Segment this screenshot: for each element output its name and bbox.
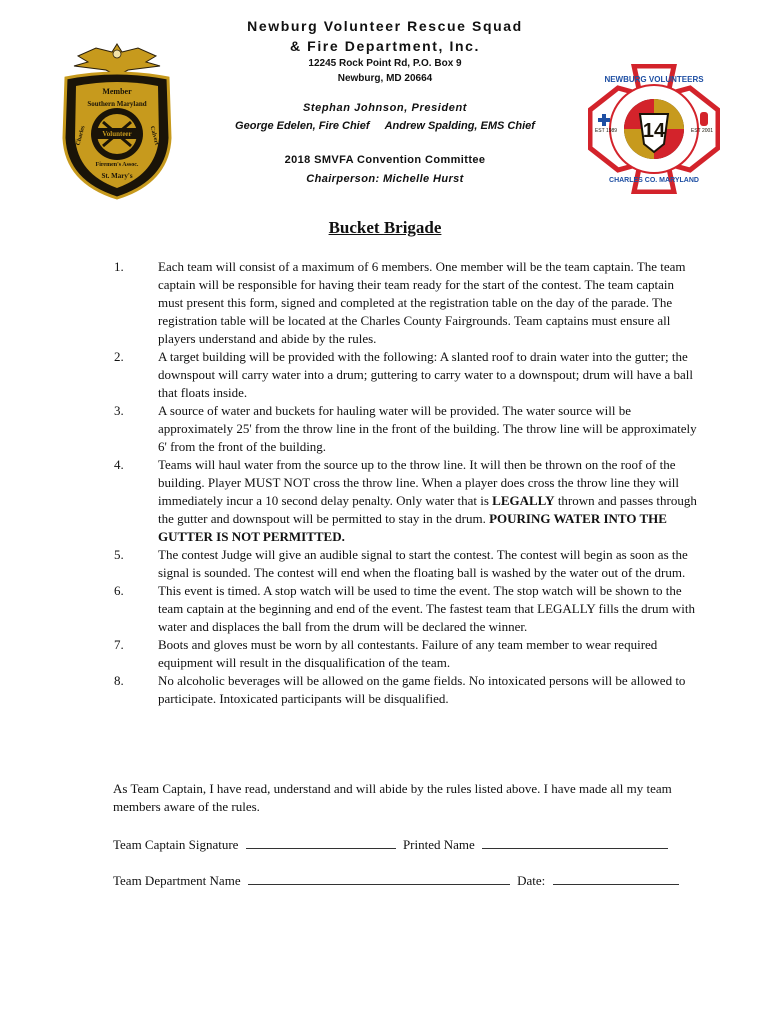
chairperson-line: Chairperson: Michelle Hurst [306,173,464,185]
badge-bottom-arc-text: Firemen's Assoc. [95,162,139,168]
captain-signature-label: Team Captain Signature [113,837,239,852]
department-label: Team Department Name [113,873,241,888]
rule-item [0,456,698,546]
rule-text: Boots and gloves must be worn by all contestants. Failure of any team member to wear required equipment will result in the disqualification of the team. [158,637,658,670]
address-line2: Newburg, MD 20664 [337,73,433,84]
rule-text: thrown and passes through the gutter and downspout will be permitted to stay in the drum. [158,493,697,526]
cross-bottom-text: CHARLES CO. MARYLAND [609,177,699,184]
rule-text: No alcoholic beverages will be allowed on the game fields. No intoxicated persons will be allowed to participate. Intoxicated participants will be disqualified. [158,673,686,706]
signature-row [113,835,672,853]
hydrant-icon [700,112,708,126]
captain-signature-field[interactable] [246,835,396,849]
document-title: Bucket Brigade [328,218,442,237]
rule-text: A source of water and buckets for hauling water will be provided. The water source will be approximately 25' from the throw line in the front of the building. The throw line will be approximately 6' from the front of the building. [158,403,697,454]
org-name-line1: Newburg Volunteer Rescue Squad [247,18,523,34]
rule-text: This event is timed. A stop watch will be used to time the event. The stop watch will be shown to the team captain at the beginning and end of the event. The fastest team that LEGALLY fills the drum with water and displaces the ball from the drum will be declared the winner. [158,583,695,634]
badge-arc-text: Southern Maryland [87,100,147,108]
rules-list [0,258,770,708]
org-name-line2: & Fire Department, Inc. [289,38,481,54]
rule-emphasis-text: POURING WATER INTO THE GUTTER IS NOT PERMITTED. [158,511,667,544]
rule-text: The contest Judge will give an audible signal to start the contest. The contest will begin as soon as the signal is sounded. The contest will end when the floating ball is washed by the water out of the drum. [158,547,688,580]
est-left-text: EST 1989 [594,128,618,134]
rule-number: 2. [114,349,124,364]
rule-item [0,636,698,672]
rule-number: 6. [114,583,124,598]
rule-item [0,546,698,582]
badge-bottom-text: St. Mary's [101,172,133,180]
cross-top-text: NEWBURG VOLUNTEERS [604,75,704,84]
badge-center-text: Volunteer [102,130,132,138]
est-right-text: EST 2001 [690,128,714,134]
date-field[interactable] [553,871,679,885]
rule-number: 5. [114,547,124,562]
printed-name-label: Printed Name [402,837,475,852]
rule-item [0,348,698,402]
rule-text: Teams will haul water from the source up to the throw line. It will then be thrown on the roof of the building. Player MUST NOT cross the throw line. When a player does cross the throw line they will immediately incur a 10 second delay penalty. Only water that is [158,457,679,508]
committee-line: 2018 SMVFA Convention Committee [284,154,486,166]
printed-name-field[interactable] [482,835,668,849]
president-line: Stephan Johnson, President [302,102,468,114]
address-line1: 12245 Rock Point Rd, P.O. Box 9 [308,58,462,69]
acknowledgement-text: As Team Captain, I have read, understand and will abide by the rules listed above. I have made all my team members aware of the rules. [113,781,672,814]
rule-number: 8. [114,673,124,688]
rule-text: Each team will consist of a maximum of 6 members. One member will be the team captain. The team captain will be responsible for having their team ready for the start of the contest. The team captain must present this form, signed and completed at the registration table on the day of the parade. The registration table will be located at the Charles County Fairgrounds. Team captains must ensure all players understand and abide by the rules. [158,259,686,346]
department-field[interactable] [248,871,510,885]
rule-emphasis-text: LEGALLY [492,493,555,508]
rule-item [0,582,698,636]
department-row [113,871,683,889]
date-label: Date: [517,873,546,888]
rule-item [0,672,698,708]
rule-item [0,402,698,456]
fire-chief: George Edelen, Fire Chief [235,120,370,132]
rule-text: A target building will be provided with the following: A slanted roof to drain water into the gutter; the downspout will carry water into a drum; guttering to carry water to a downspout; drum will have a ball that floats inside. [158,349,694,400]
badge-top-text: Member [102,87,132,96]
rule-number: 7. [114,637,124,652]
association-badge-logo [58,42,176,202]
rule-number: 1. [114,259,124,274]
rule-number: 4. [114,457,124,472]
department-cross-logo [588,64,720,194]
rule-number: 3. [114,403,124,418]
badge-right-text: Calvert [148,125,160,146]
ems-chief: Andrew Spalding, EMS Chief [384,120,535,132]
badge-left-text: Charles [75,125,87,147]
rule-item [0,258,698,348]
station-number: 14 [642,120,666,142]
